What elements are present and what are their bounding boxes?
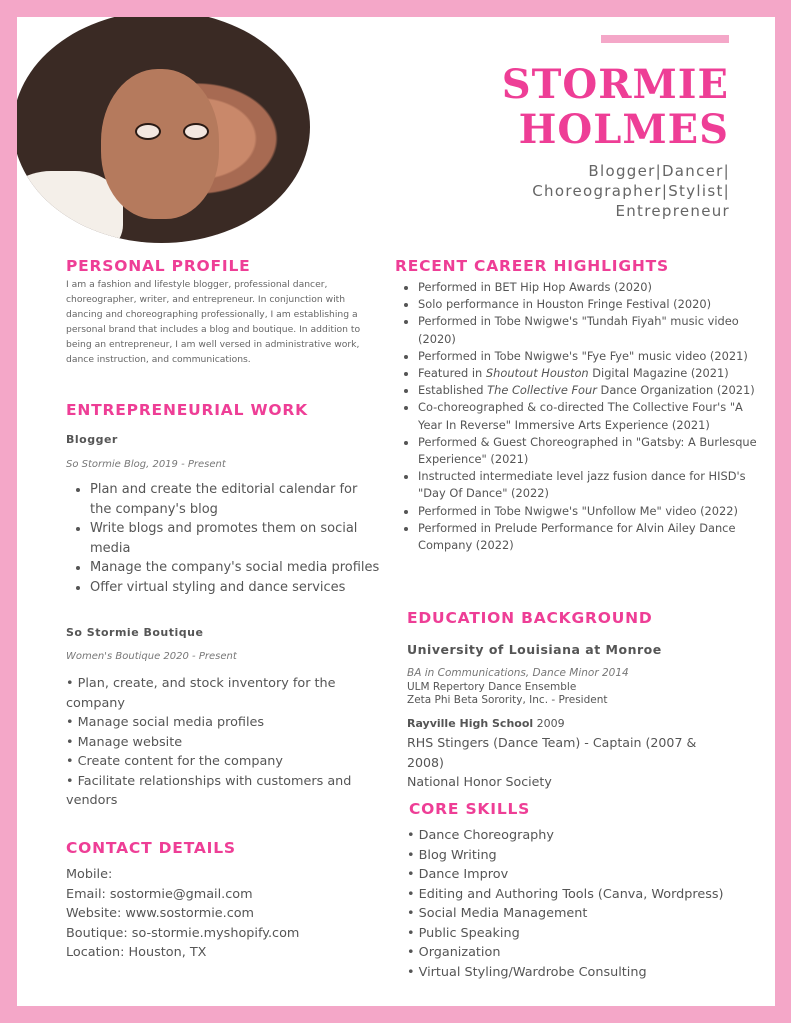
ulm-activity: ULM Repertory Dance Ensemble (407, 681, 577, 693)
list-item: • Editing and Authoring Tools (Canva, Wordpress) (407, 886, 724, 902)
photo-eye-left (135, 123, 161, 140)
high-school-year: 2009 (533, 717, 565, 730)
list-item: • Blog Writing (407, 847, 497, 863)
core-skills-heading: CORE SKILLS (409, 800, 531, 818)
list-item: • Organization (407, 945, 501, 960)
list-item: • Virtual Styling/Wardrobe Consulting (407, 964, 647, 980)
list-item: • Solo performance in Houston Fringe Festival (2020) (418, 296, 763, 313)
boutique-title: So Stormie Boutique (66, 626, 204, 639)
list-item: • Facilitate relationships with customers and vendors (66, 773, 352, 808)
list-item: • Performed in Tobe Nwigwe's "Tundah Fiyah" music video (2020) (418, 313, 763, 347)
list-item: • Offer virtual styling and dance services (90, 578, 380, 598)
honor-society: National Honor Society (407, 774, 552, 789)
tagline-line: Blogger|Dancer| (588, 162, 730, 180)
list-item: • Performed in BET Hip Hop Awards (2020) (418, 279, 763, 296)
blogger-subtitle: So Stormie Blog, 2019 - Present (66, 459, 226, 470)
tagline-line: Entrepreneur (615, 202, 730, 220)
list-item: • Write blogs and promotes them on social media (90, 519, 380, 558)
contact-website: Website: www.sostormie.com (66, 906, 255, 921)
list-item: • Dance Improv (407, 867, 509, 882)
list-item: • Co-choreographed & co-directed The Collective Four's "A Year In Reverse" Immersive Arts Experience (2021) (418, 399, 763, 433)
university-name: University of Louisiana at Monroe (407, 642, 662, 657)
ulm-sorority: Zeta Phi Beta Sorority, Inc. - President (407, 694, 608, 706)
contact-boutique: Boutique: so-stormie.myshopify.com (66, 925, 300, 941)
list-item: • Create content for the company (66, 754, 283, 769)
degree: BA in Communications, Dance Minor 2014 (407, 667, 629, 679)
tagline-line: Choreographer|Stylist| (532, 182, 730, 200)
list-item: • Manage the company's social media profiles (90, 558, 380, 578)
list-item: • Performed in Tobe Nwigwe's "Fye Fye" music video (2021) (418, 348, 763, 365)
list-item: • Manage website (66, 734, 183, 750)
personal-profile-text: I am a fashion and lifestyle blogger, professional dancer, choreographer, writer, and entrepreneur. In conjunction with dancing and choreographing professionally, I am establishing a personal brand that includes a blog and boutique. In addition to being an entrepreneur, I am well versed in administrative work, dance instruction, and communications. (66, 279, 361, 365)
name-heading (487, 62, 729, 152)
first-name: STORMIE (501, 61, 729, 108)
high-school-line (407, 717, 565, 730)
list-item: • Social Media Management (407, 906, 588, 921)
accent-bar (601, 35, 729, 43)
list-item: • Public Speaking (407, 925, 520, 941)
list-item: • Established The Collective Four Dance Organization (2021) (418, 382, 763, 399)
list-item: • Performed in Tobe Nwigwe's "Unfollow Me" video (2022) (418, 503, 763, 520)
list-item: • Plan and create the editorial calendar for the company's blog (90, 480, 380, 519)
photo-face (101, 69, 219, 219)
career-highlights-heading: RECENT CAREER HIGHLIGHTS (395, 257, 669, 275)
tagline (487, 161, 730, 221)
profile-photo (17, 17, 310, 243)
boutique-subtitle: Women's Boutique 2020 - Present (66, 651, 237, 662)
blogger-title: Blogger (66, 433, 118, 446)
list-item: • Featured in Shoutout Houston Digital Magazine (2021) (418, 365, 763, 382)
contact-email: Email: sostormie@gmail.com (66, 886, 253, 902)
last-name: HOLMES (518, 106, 729, 153)
resume-page (17, 17, 775, 1006)
list-item: • Instructed intermediate level jazz fusion dance for HISD's "Day Of Dance" (2022) (418, 468, 763, 502)
high-school-name: Rayville High School (407, 717, 534, 730)
list-item: • Performed & Guest Choreographed in "Gatsby: A Burlesque Experience" (2021) (418, 434, 763, 468)
contact-mobile: Mobile: (66, 867, 113, 882)
blogger-duties-list (66, 480, 380, 598)
boutique-duties-list (66, 674, 356, 811)
list-item: • Plan, create, and stock inventory for the company (66, 676, 336, 711)
list-item: • Dance Choreography (407, 828, 554, 843)
core-skills-list (407, 826, 747, 982)
personal-profile-heading: PERSONAL PROFILE (66, 257, 251, 275)
education-heading: EDUCATION BACKGROUND (407, 609, 653, 627)
entrepreneurial-work-heading: ENTREPRENEURIAL WORK (66, 401, 308, 419)
list-item: • Manage social media profiles (66, 715, 265, 730)
contact-heading: CONTACT DETAILS (66, 839, 236, 857)
list-item: • Performed in Prelude Performance for Alvin Ailey Dance Company (2022) (418, 520, 763, 554)
photo-eye-right (183, 123, 209, 140)
contact-details (66, 865, 366, 963)
high-school-activity: RHS Stingers (Dance Team) - Captain (2007 & 2008) (407, 735, 697, 770)
contact-location: Location: Houston, TX (66, 945, 207, 960)
career-highlights-list (406, 279, 763, 554)
